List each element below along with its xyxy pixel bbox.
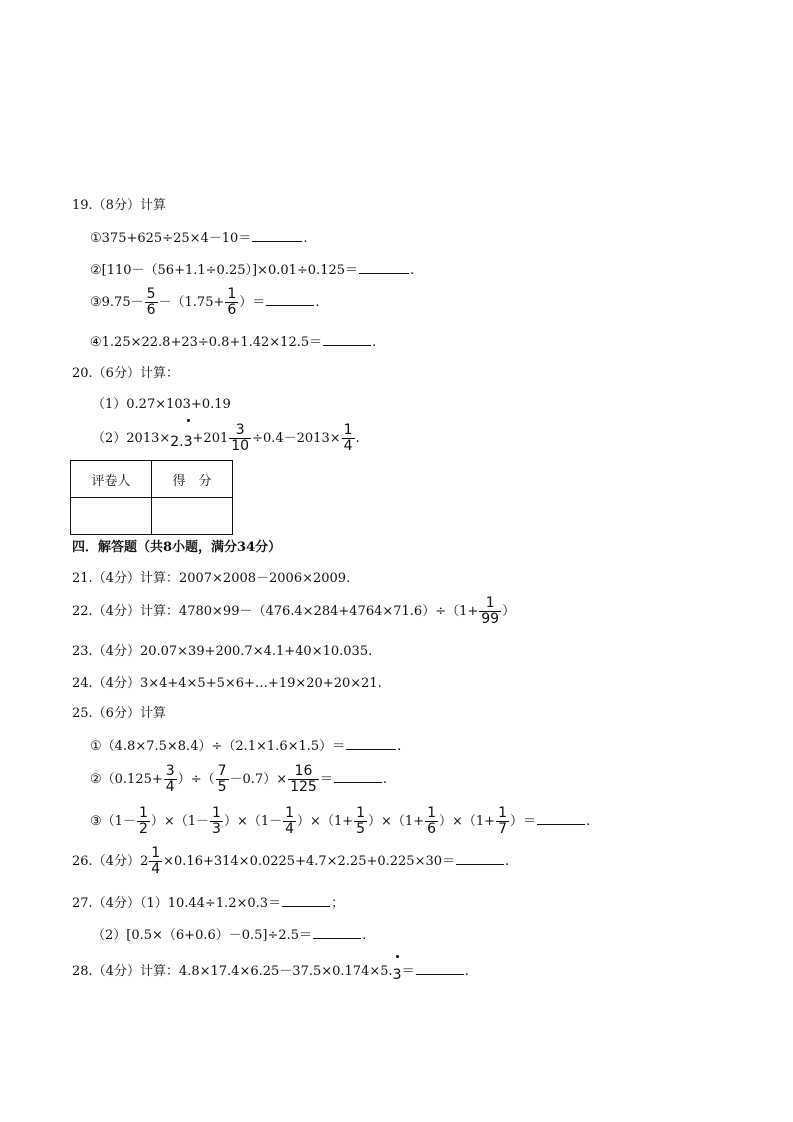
denominator: 3 — [212, 821, 221, 837]
decimal-part: 2. — [170, 434, 184, 450]
denominator: 4 — [343, 438, 353, 454]
denominator: 6 — [427, 821, 437, 837]
q19-part3-text-a: ③9.75－ — [90, 295, 144, 310]
q27-part2 — [92, 926, 366, 944]
grader-label: 评卷人 — [71, 461, 152, 498]
q26-text-b: ×0.16+314×0.0225+4.7×2.25+0.225×30＝ — [163, 854, 456, 869]
q25-part3 — [90, 805, 590, 839]
score-cell[interactable] — [152, 498, 233, 535]
q25-part2-text-d: ＝ — [319, 772, 333, 787]
denominator: 7 — [498, 821, 507, 837]
q25-part3-text-a: ③（1－ — [90, 814, 136, 829]
q19-part3-text-b: －（1.75+ — [158, 295, 225, 310]
denominator: 4 — [285, 821, 295, 837]
q19-part3 — [90, 287, 319, 319]
fraction — [496, 806, 509, 837]
q25-part1-text: ①（4.8×7.5×8.4）÷（2.1×1.6×1.5）＝ — [90, 739, 346, 754]
fraction — [229, 423, 251, 454]
fraction — [288, 764, 319, 795]
answer-blank[interactable] — [323, 333, 371, 346]
fraction — [145, 287, 158, 318]
repeating-digit: 3 — [393, 962, 402, 988]
period: . — [410, 263, 415, 278]
numerator: 7 — [217, 763, 227, 779]
fraction — [479, 596, 501, 627]
answer-blank[interactable] — [266, 293, 314, 306]
numerator: 3 — [235, 422, 245, 438]
q20-part2-text-a: （2）2013× — [92, 431, 171, 446]
answer-blank[interactable] — [416, 962, 464, 975]
q25-part3-text-g: ）＝ — [510, 814, 537, 829]
q25-part2-text-c: －0.7）× — [229, 772, 288, 787]
q26-text-a: 26.（4分）2 — [72, 854, 149, 869]
q19-part2 — [90, 261, 414, 279]
numerator: 1 — [498, 805, 507, 821]
answer-blank[interactable] — [313, 926, 361, 939]
period: . — [464, 964, 469, 979]
q28-equals: ＝ — [401, 964, 415, 979]
q20-part2-text-e: ÷0.4－2013× — [252, 431, 341, 446]
q20-part2-text-d: +201 — [192, 431, 229, 446]
q26 — [72, 845, 509, 879]
semicolon: ； — [331, 896, 345, 911]
numerator: 3 — [165, 763, 175, 779]
score-label: 得 分 — [152, 461, 233, 498]
answer-blank[interactable] — [252, 229, 302, 242]
q25-part3-text-c: ）×（1－ — [223, 814, 283, 829]
denominator: 10 — [231, 438, 250, 454]
q24: 24.（4分）3×4+4×5+5×6+…+19×20+20×21. — [72, 676, 382, 691]
period: . — [315, 295, 320, 310]
fraction — [354, 806, 367, 837]
answer-blank[interactable] — [334, 770, 382, 783]
answer-blank[interactable] — [282, 894, 330, 907]
fraction — [149, 846, 162, 877]
q19-part4 — [90, 333, 376, 351]
period: . — [372, 335, 377, 350]
q25-heading: 25.（6分）计算 — [72, 706, 166, 721]
numerator: 1 — [485, 595, 495, 611]
q19-part3-text-c: ）＝ — [239, 295, 266, 310]
repeating-digit: 3 — [184, 426, 193, 458]
fraction — [283, 806, 296, 837]
denominator: 6 — [146, 302, 156, 318]
denominator: 2 — [138, 821, 148, 837]
q25-part3-text-e: ）×（1+ — [368, 814, 425, 829]
numerator: 1 — [285, 805, 295, 821]
grader-cell[interactable] — [71, 498, 152, 535]
q25-part2-text-b: ）÷（ — [177, 772, 215, 787]
q25-part3-text-d: ）×（1+ — [297, 814, 354, 829]
denominator: 125 — [290, 779, 317, 795]
q28-text: 28.（4分）计算：4.8×17.4×6.25－37.5×0.174×5. — [72, 964, 393, 979]
q19-part4-text: ④1.25×22.8+23÷0.8+1.42×12.5＝ — [90, 335, 323, 350]
q22 — [72, 595, 515, 629]
q20-part1: （1）0.27×103+0.19 — [92, 397, 231, 412]
period: . — [505, 854, 510, 869]
q20-heading: 20.（6分）计算： — [72, 366, 179, 381]
q27-part1 — [72, 894, 344, 912]
numerator: 1 — [212, 805, 221, 821]
period: . — [586, 814, 591, 829]
fraction — [137, 806, 150, 837]
fraction — [425, 806, 438, 837]
answer-blank[interactable] — [359, 261, 409, 274]
numerator: 1 — [343, 422, 353, 438]
denominator: 99 — [481, 611, 500, 627]
q19-heading: 19.（8分）计算 — [72, 198, 166, 213]
numerator: 1 — [138, 805, 148, 821]
section-title: 四．解答题（共8小题，满分34分） — [72, 540, 282, 555]
q22-text: 22.（4分）计算：4780×99－（476.4×284+4764×71.6）÷（1+ — [72, 604, 479, 619]
q25-part2-text-a: ②（0.125+ — [90, 772, 163, 787]
numerator: 16 — [294, 763, 313, 779]
q23: 23.（4分）20.07×39+200.7×4.1+40×10.035. — [72, 644, 373, 659]
denominator: 5 — [356, 821, 366, 837]
score-table — [70, 460, 233, 535]
answer-blank[interactable] — [456, 852, 504, 865]
q25-part3-text-f: ）×（1+ — [439, 814, 496, 829]
q19-part1 — [90, 229, 307, 247]
answer-blank[interactable] — [346, 737, 396, 750]
q27-part2-text: （2）[0.5×（6+0.6）－0.5]÷2.5＝ — [92, 928, 313, 943]
fraction — [164, 764, 177, 795]
period: . — [355, 431, 360, 446]
q25-part3-text-b: ）×（1－ — [150, 814, 210, 829]
numerator: 1 — [356, 805, 366, 821]
period: . — [382, 772, 387, 787]
denominator: 4 — [151, 861, 161, 877]
repeating-decimal — [170, 434, 192, 450]
q27-part1-text: 27.（4分）（1）10.44÷1.2×0.3＝ — [72, 896, 282, 911]
q19-part2-text: ②[110－（56+1.1÷0.25）]×0.01÷0.125＝ — [90, 263, 359, 278]
denominator: 5 — [217, 779, 227, 795]
denominator: 6 — [227, 302, 237, 318]
denominator: 4 — [165, 779, 175, 795]
q20-part2 — [92, 422, 360, 455]
fraction — [216, 764, 229, 795]
q22-end: ） — [502, 604, 516, 619]
q25-part2 — [90, 763, 387, 797]
numerator: 1 — [151, 845, 161, 861]
period: . — [362, 928, 367, 943]
q28 — [72, 958, 469, 985]
answer-blank[interactable] — [537, 812, 585, 825]
q21: 21.（4分）计算：2007×2008－2006×2009. — [72, 571, 351, 586]
q19-part1-text: ①375+625÷25×4－10＝ — [90, 231, 252, 246]
q25-part1 — [90, 737, 401, 755]
numerator: 5 — [146, 286, 156, 302]
period: . — [397, 739, 402, 754]
numerator: 1 — [227, 286, 237, 302]
period: . — [303, 231, 308, 246]
fraction — [210, 806, 223, 837]
numerator: 1 — [427, 805, 437, 821]
fraction — [342, 423, 355, 454]
fraction — [225, 287, 238, 318]
